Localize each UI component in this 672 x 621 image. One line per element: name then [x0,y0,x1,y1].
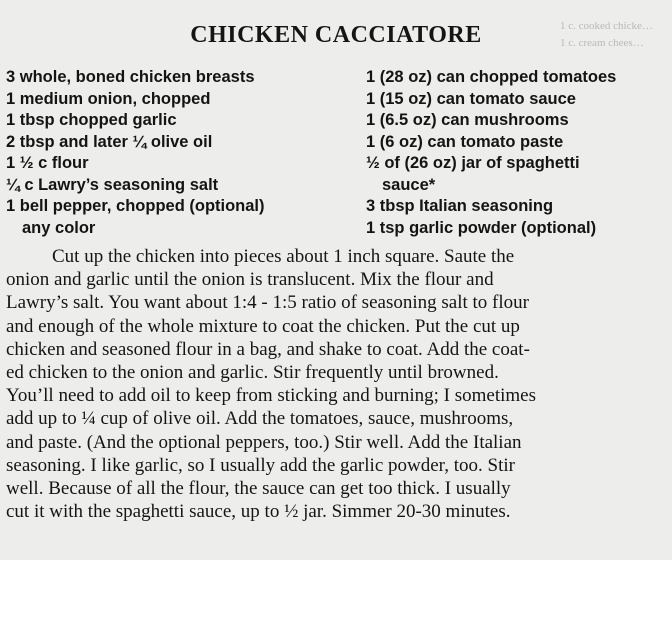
ingredient-item: ½ of (26 oz) jar of spaghetti [366,154,580,172]
instruction-line: ed chicken to the onion and garlic. Stir frequently until browned. [6,362,499,384]
ingredient-item-continuation: any color [22,218,96,237]
ingredient-item: 1 (28 oz) can chopped tomatoes [366,68,617,86]
instruction-line: You’ll need to add oil to keep from sticking and burning; I sometimes [6,385,536,407]
instruction-line: cut it with the spaghetti sauce, up to ½ jar. Simmer 20-30 minutes. [6,501,511,523]
ingredient-item: 1 tbsp chopped garlic [6,111,177,129]
bleed-line: 1 c. cream chees… [560,37,644,49]
ingredients-left-column [6,67,265,239]
instructions-paragraph [6,245,660,523]
ingredient-item: 3 whole, boned chicken breasts [6,68,255,86]
ingredient-item: 1 (15 oz) can tomato sauce [366,89,576,108]
ingredient-item: 3 tbsp Italian seasoning [366,197,554,215]
bleed-line: 1 c. cooked chicke… [560,20,653,32]
ingredient-item: 1 (6 oz) can tomato paste [366,132,564,151]
ingredient-item: 1 (6.5 oz) can mushrooms [366,111,569,129]
ingredient-item: 1 medium onion, chopped [6,89,211,108]
instruction-line: Lawry’s salt. You want about 1:4 - 1:5 ratio of seasoning salt to flour [6,292,529,314]
ingredient-item: 2 tbsp and later ¼ olive oil [6,132,213,151]
instruction-line: chicken and seasoned flour in a bag, and shake to coat. Add the coat- [6,338,530,360]
instruction-line: add up to ¼ cup of olive oil. Add the tomatoes, sauce, mushrooms, [6,408,514,430]
instruction-line: Cut up the chicken into pieces about 1 inch square. Saute the [52,246,515,267]
instruction-line: onion and garlic until the onion is translucent. Mix the flour and [6,269,494,291]
ingredient-item-continuation: sauce* [382,175,436,194]
instruction-line: and enough of the whole mixture to coat the chicken. Put the cut up [6,315,520,337]
instruction-line: and paste. (And the optional peppers, too.) Stir well. Add the Italian [6,431,522,453]
ingredients-right-column [366,67,616,239]
ingredient-item: 1 ½ c flour [6,154,89,172]
instruction-line: seasoning. I like garlic, so I usually add the garlic powder, too. Stir [6,454,515,476]
ingredient-item: 1 bell pepper, chopped (optional) [6,197,265,215]
ingredient-item: 1 tsp garlic powder (optional) [366,218,597,237]
recipe-title: CHICKEN CACCIATORE [190,22,482,48]
ingredient-item: ¼ c Lawry’s seasoning salt [6,175,219,194]
instruction-line: well. Because of all the flour, the sauce can get too thick. I usually [6,478,511,500]
